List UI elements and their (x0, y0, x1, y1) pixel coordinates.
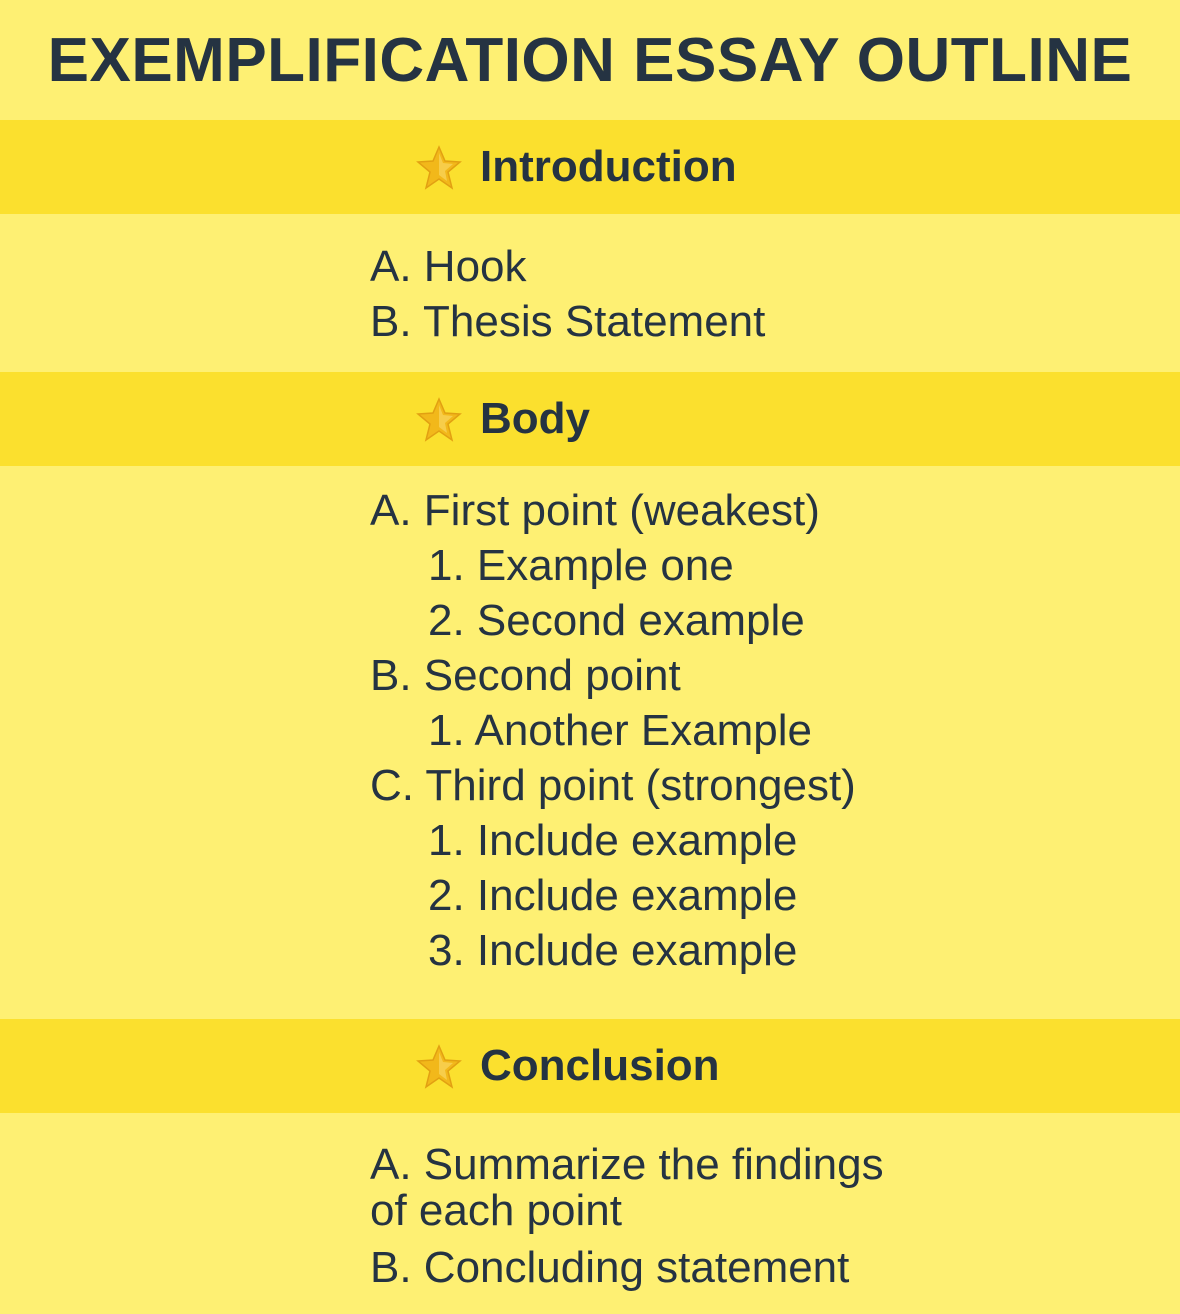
section-header-conclusion (0, 1019, 1180, 1113)
star-icon (416, 1044, 462, 1090)
list-subitem: 2. Second example (428, 596, 805, 645)
list-subitem: 2. Include example (428, 871, 798, 920)
star-icon (416, 397, 462, 443)
list-item: B. Concluding statement (370, 1243, 850, 1292)
star-icon (416, 145, 462, 191)
section-header-introduction (0, 120, 1180, 214)
page-title: EXEMPLIFICATION ESSAY OUTLINE (47, 25, 1133, 95)
list-subitem: 3. Include example (428, 926, 798, 975)
list-item: B. Second point (370, 651, 681, 700)
introduction-list (370, 239, 765, 349)
list-item: A. Hook (370, 242, 527, 291)
body-list (370, 483, 856, 978)
list-item: C. Third point (strongest) (370, 761, 856, 810)
section-heading: Conclusion (480, 1041, 720, 1090)
section-header-body (0, 372, 1180, 466)
conclusion-list (370, 1142, 930, 1295)
list-item: B. Thesis Statement (370, 297, 766, 346)
list-item: A. First point (weakest) (370, 486, 820, 535)
list-subitem: 1. Include example (428, 816, 798, 865)
section-heading: Introduction (480, 142, 737, 191)
section-heading: Body (480, 394, 590, 443)
list-item: A. Summarize the findings of each point (370, 1140, 884, 1235)
list-subitem: 1. Example one (428, 541, 734, 590)
list-subitem: 1. Another Example (428, 706, 813, 755)
